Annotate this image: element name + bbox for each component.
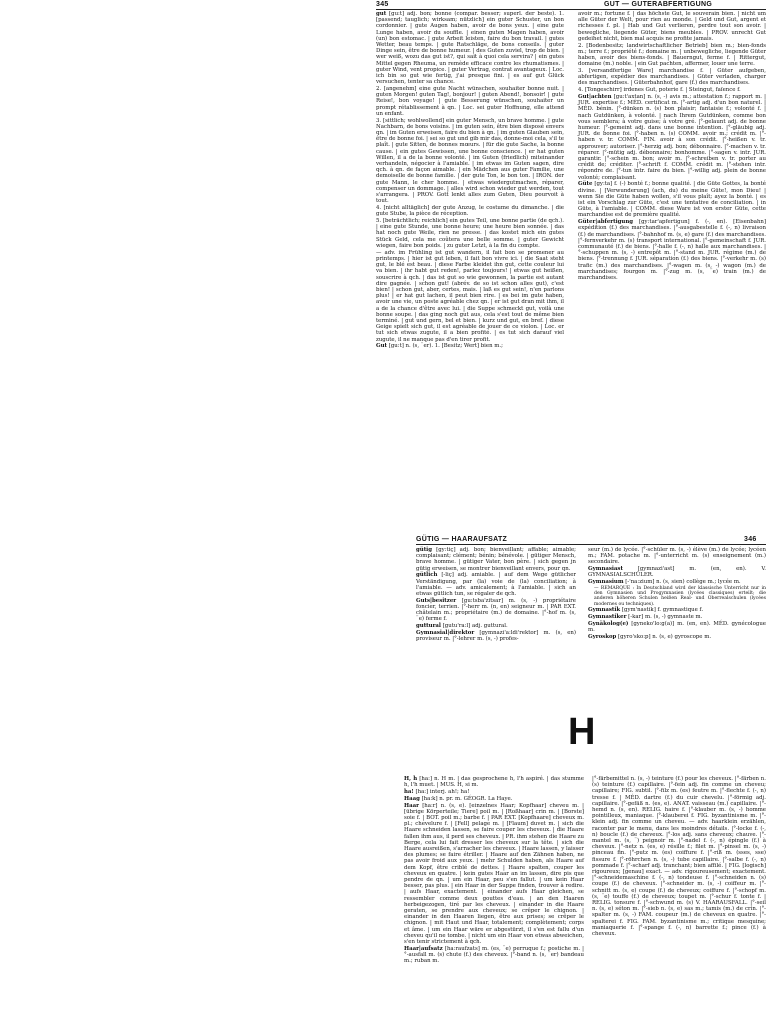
entry-text: |°-färbemittel n. (s, -) teinture (f.) pour les cheveux. |°-färben n. (s) teinture (f.) capillaire. |°-fein adj. fin comme un cheveu; capillaire; FIG. subtil. |°-filz m. (es) feutre m. |°-flechte f. (-, n) tresse f. | MÉD. dartre (f.) du cuir chevelu. |°-förmig adj. capillaire. |°-gefäß n. (es, e). ANAT. vaisseau (m.) capillaire. |°-hemd n. (s, en). RELIG. haire f. |°-klauber m. (s, -) homme pointilleux, maniaque. |°-klauberei f. FIG. byzantinisme m. |°-klein adj. fin comme un cheveu. — adv. haarklein erzählen, raconter par le menu, dans les moindres détails. |°-locke f. (-, n) boucle (f.) de cheveux. |°-los adj. sans cheveux; chauve. |°-mantel m. (s, ¨) peignoir m. |°-nadel f. (-, n) épingle (f.) à cheveux. |°-netz n. (es, e) résille f.; filet m. |°-pinsel m. (s, -) pinceau fin. |°-putz m. (es) coiffure f. |°-riß m. (sses, sse) fissure f. |°-röhrchen n. (s, -) tube capillaire. |°-salbe f. (-, n) pommade f. |°-scharf adj. tranchant; bien affilé. | FIG. [logisch] rigoureux; [genau] exact. — adv. rigoureusement; exactement. |°-schneidemaschine f. (-, n) tondeuse f. |°-schneiden n. (s) coupe (f.) de cheveux. |°-schneider m. (s, -) coiffeur m. |°-schnitt m. (s, e) coupe (f.) de cheveux; coiffure f. |°-schopf m. (s, ¨e) touffe (f.) de cheveux; toupet m. |°-schur f. tonte f. | RELIG. tonsure f. |°-schwund m. (s) V. HAARAUSFALL. |°-seil n. (s, e) séton m. |°-sieb n. (s, e) sas m.; tamis (m.) de crin. |°-spalter m. (s, -) FAM. coupeur (m.) de cheveux en quatre. |°-spalterei f. FIG. FAM. byzantinisme m.; critique mesquine; maniaquerie f. |°-spange f. (-, n) barrette f.; pince (f.) à cheveux.: [592, 776, 766, 938]
entry-text: [ha:] n. H m. | das gesprochene h, l'h aspiré. | das stumme h, l'h muet. | MUS. H, si m.: [404, 776, 584, 789]
dictionary-entry: [416, 572, 576, 597]
dictionary-entry: [578, 94, 766, 181]
entry-headword: Haar: [404, 802, 419, 809]
dictionary-entry: [376, 11, 564, 85]
entry-text: [gyro'sko:p] n. (s, e) gyroscope m.: [618, 634, 712, 640]
entry-headword: Gymnasial|direktor: [416, 630, 475, 637]
dictionary-entry: [376, 343, 564, 349]
dictionary-entry: [588, 566, 766, 578]
entry-text: [ha:raufzats] m. (es, ¨e) perruque f.; postiche m. |°-ausfall m. (s) chute (f.) des cheveux. |°-band n. (s, ¨er) bandeau m.; ruban m.: [404, 945, 584, 965]
dictionary-entry: [416, 630, 576, 642]
dictionary-entry: [416, 547, 576, 572]
dictionary-entry: [404, 796, 584, 802]
dictionary-entry: [404, 776, 584, 788]
entry-text: [gymnazi'a:ldi'rektor] m. (s, en) proviseur m. |°-lehrer m. (s, -) profes-: [416, 630, 576, 643]
letter-heading-h: H: [568, 711, 596, 753]
entry-headword: Haar|aufsatz: [404, 945, 443, 952]
entry-headword: Haag: [404, 795, 420, 802]
dictionary-entry: [578, 68, 766, 87]
entry-text: [ha:r] n. (s, e). [einzelnes Haar; Kopfhaar] cheveu m. | [übrige Körperteile; Tiere] poil m. | [Roßhaar] crin m. | [Borste] soie f. | BOT. poil m.; barbe f. | PAR EXT. [Kopfhaare] cheveux m. pl.; chevelure f. | [Fell] pelage m. | [Flaum] duvet m. | sich die Haare schneiden lassen, se faire couper les cheveux. | die Haare fallen ihm aus, il perd ses cheveux. | PR. ihm stehen die Haare zu Berge, cela lui fait dresser les cheveux sur la tête. | sich die Haare ausreißen, s'arracher les cheveux. | Haare lassen, y laisser des plumes; se faire étriller. | Haare auf den Zähnen haben, ne pas avoir froid aux yeux. | mehr Schulden haben, als Haare auf dem Kopf, être criblé de dettes. | Haare spalten, couper les cheveux en quatre. | kein gutes Haar an im lassen, dire pis que pendre de qn. | um ein Haar, peu s'en fallut. | um kein Haar besser, pas plus. | ein Haar in der Suppe finden, trouver à redire. | aufs Haar, exactement. | einander aufs Haar gleichen, se ressembler comme deux gouttes d'eau. | an den Haaren herbeigezogen, tiré par les cheveux. | einander in die Haare geraten, se prendre aux cheveux; se crêper le chignon. | einander in den Haaren liegen, être aux prises; se crêper le chignon. | mit Haut und Haar, totalement; complètement; corps et âme. | um ein Haar wäre er abgestürzt, il s'en est fallu d'un cheveu qu'il ne tombe. | nicht um ein Haar von etwas abweichen, s'en tenir strictement à qch.: [404, 802, 584, 946]
section2-left-column: [416, 547, 577, 643]
entry-text: 4. [Tongeschirr] irdenes Gut, poterie f. | Steingut, faïence f.: [578, 87, 741, 94]
entry-text: [gu:t] n. (s, ¨er). 1. [Besitz; Wert] bien m.;: [388, 343, 503, 350]
section1-right-column: [578, 11, 766, 523]
dictionary-entry: [578, 219, 766, 281]
dictionary-entry: [416, 598, 576, 623]
entry-text: 3. [versandfertige Ware] marchandise f. | Güter aufgeben, abfertigen, expédier des marchandises. | Güter verladen, charger des marchandises. | Güterbahnhof, gare (f.) des marchandises.: [578, 68, 766, 87]
entry-headword: Gut: [376, 343, 388, 350]
dictionary-entry: [376, 205, 564, 217]
entry-text: 5. [beträchtlich; reichlich] ein gutes Teil, une bonne partie (de qch.). | eine gute Stunde, une bonne heure; une heure bien sonnée. | das hat noch gute Weile, rien ne presse. | das kostet mich ein gutes Stück Geld, cela me coûtera une belle somme. | guter Gewicht wiegen, faire bon poids. | zu guter Letzt, à la fin du compte.: [376, 218, 564, 249]
entry-text: [gy:tar'apfertigun] f. (-, en). [Eisenbahn] expédition (f.) des marchandises. |°-ausgabestelle f. (-, n) livraison (f.) de marchandises. |°-bahnhof m. (s, e) gare (f.) des marchandises. |°-fernverkehr m. (s) transport international. |°-gemeinschaft f. JUR. communauté (f.) de biens. |°-halle f. (-, n) halle aux marchandises. |°-schuppen m. (s, -) entrepôt m. |°-stand m. JUR. régime (m.) de biens. |°-trennung f. JUR. séparation (f.) des biens. |°-verkehr m. (s) trafic (m.) des marchandises. |°-wagen m. (s, -) wagon (m.) de marchandises; fourgon m. |°-zug m. (s, ¨e) train (m.) de marchandises.: [578, 219, 767, 282]
entry-text: [gu:t'axtan] n. (s, -) avis m.; attestation f.; rapport m. | JUR. expertise f.; MÉD. certificat m. |°-artig adj. d'un bon naturel. | MÉD. bénin. |°-dünken n. (s) bon plaisir; fantaisie f.; volonté f. | nach Gutdünken, à volonté. | nach Ihrem Gutdünken, comme bon vous semblera; à votre guise; à votre gré. |°-gelaunt adj. de bonne humeur. |°-gemeint adj. dans une bonne intention. |°-gläubig adj. JUR. de bonne foi. |°-haben n. (s) COMM. avoir m.; crédit m. |°-haben v. tr. COMM. FIN. avoir à son crédit. |°-heißen v. tr. approuver; autoriser. |°-herzig adj. bon; débonnaire. |°-machen v. tr. réparer. |°-mütig adj. débonnaire; bonhomme. |°-sagen v. intr. JUR. garantir. |°-schein m. bon; avoir m. |°-schreiben v. tr. porter au crédit de; créditer. |°-schrift f. COMM. crédit m. |°-stehen intr. répondre de. |°-tun intr. faire du bien. |°-willig adj. plein de bonne volonté; complaisant.: [578, 94, 766, 181]
dictionary-entry: [588, 547, 766, 566]
dictionary-entry: [588, 579, 766, 585]
entry-headword: Gymnasium: [588, 579, 624, 586]
dictionary-entry: [588, 614, 766, 620]
entry-text: [gymnazi'ast] m. (en, en). V. GYMNASIALSCHÜLER.: [588, 566, 766, 579]
dictionary-entry: [578, 11, 766, 42]
entry-text: [gym'nastik] f. gymnastique f.: [621, 607, 704, 614]
entry-headword: Gymnastiker: [588, 614, 627, 621]
dictionary-entry: [404, 789, 584, 795]
entry-headword: Gymnastik: [588, 607, 621, 614]
dictionary-entry: [578, 181, 766, 218]
entry-text: [-kar] m. (s, -) gymnaste m.: [628, 614, 703, 621]
dictionary-entry: [588, 607, 766, 613]
dictionary-entry: [416, 623, 576, 629]
entry-headword: gut: [376, 11, 387, 17]
entry-headword: H, h: [404, 776, 418, 782]
entry-text: [ha:k] n. pr. m. GÉOGR. La Haye.: [421, 795, 513, 802]
page-number-top: 345: [376, 1, 389, 8]
dictionary-entry: [588, 621, 766, 633]
dictionary-entry: [588, 634, 766, 640]
entry-text: [ha:] interj. ah!; ha!: [415, 789, 470, 795]
entry-text: 4. [nicht alltäglich] der gute Anzug, le costume du dimanche. | die gute Stube, la pièce de réception.: [376, 205, 564, 218]
entry-text: [-liç] adj. amiable. | auf dem Wege gütlicher Verständigung, par (la) voie de (la) conciliation; à l'amiable. — adv. amicalement; à l'amiable. | sich an etwas gütlich tun, se régaler de qch.: [416, 572, 577, 598]
entry-text: 2. [Bodenbesitz; landwirtschaftlicher Betrieb] bien m.; bien-fonds m.; terre f.; propriété f.; domaine m. | unbewegliche, liegende Güter haben, avoir des biens-fonds. | Bauerngut, ferme f. | Rittergut, domaine (m.) noble. | ein Gut pachten, affermer, louer une terre.: [578, 42, 766, 68]
entry-headword: ha!: [404, 789, 414, 795]
dictionary-entry: [592, 776, 766, 937]
header-rule-top: [376, 9, 766, 10]
entry-text: 3. [sittlich; wohlwollend] ein guter Mensch, un brave homme. | gute Nachbarn, de bons voisins. | im guten sein, être bien disposé envers qn. | im Guten erweisen, faire du bien à qn. | im guten Glauben sein, être de bonne foi. | sei so gut und gib mir das, donne-moi cela, s'il te plaît. | gute Sitten, de bonnes mœurs. | für die gute Sache, la bonne cause. | ein gutes Gewissen, une bonne conscience. | er hat guten Willen, il a de la bonne volonté. | im Guten (friedlich) miteinander verhandeln, négocier à l'amiable. | im etwas im Guten sagen, dire qch. à qn. de façon aimable. | ein Mädchen aus guter Familie, une demoiselle de bonne famille. | der gute Ton, le bon ton. | IRON. der gute Mann, le cher homme. | etwas wiedergutmachen, réparer, compenser un dommage. | alles wird schon wieder gut werden, tout s'arrangera. | PROV. Gott lenkt alles zum Guten, Dieu pourvoit à tout.: [376, 117, 564, 205]
dictionary-entry: [404, 803, 584, 946]
entry-headword: Gut|achten: [578, 94, 612, 101]
entry-text: [gu:t] adj. bon; bonne (compar. besser; superl. der beste). 1. [passend; tauglich; wirksam; nützlich] ein guter Schuster, un bon cordonnier. | gute Augen haben, avoir de bons yeux. | eine gute Lunge haben, avoir du souffle. | einen guten Magen haben, avoir (un) bon estomac. | gute Arbeit leisten, faire du bon travail. | gutes Wetter, beau temps. | gute Ratschläge, de bons conseils. | guter Dinge sein, être de bonne humeur. | des Guten zuviel, trop de bien. | wer weiß, wozu das gut ist?, qui sait à quoi cela servira? | ein gutes Mittel gegen Rheuma, un remède efficace contre les rhumatismes. | guter Wind, vent propice. | guter Vertrag, contrat avantageux. | Loc. ich bin so gut wie fertig, j'ai presque fini. | es auf gut Glück versuchen, tenter sa chance.: [376, 11, 564, 86]
running-header-middle: GÜTIG — HAARAUFSATZ: [416, 536, 508, 543]
dictionary-entry: [376, 86, 564, 117]
section2-right-column: [588, 547, 766, 697]
entry-text: [gyneko'lo:g(a)] m. (en, en). MÉD. gynécologue m.: [588, 621, 766, 634]
entry-headword: Gynäkolog(e): [588, 621, 629, 627]
entry-text: [gy:ta] f. (-) bonté f.; bonne qualité. | die Güte Gottes, la bonté divine. | [Verwunderung] (ach, du) du meine Güte!, mon Dieu! | wenn Sie die Güte haben wollen, s'il vous plaît; ayez la bonté. | es ist ein Vorschlag zur Güte, c'est une tentative de conciliation. | in Güte, à l'amiable. | COMM. diese Ware ist von erster Güte, cette marchandise est de première qualité.: [578, 181, 766, 219]
entry-headword: Gymnasiast: [588, 566, 623, 573]
dictionary-entry: [376, 250, 564, 343]
entry-text: seur (m.) de lycée. |°-schüler m. (s, -) élève (m.) de lycée; lycéen m.; FAM. potache m. |°-unterricht m. (s) enseignement (m.) secondaire.: [588, 547, 766, 566]
entry-text: [gy:tiç] adj. bon; bienveillant; affable; aimable; complaisant; clément; bénin; bénévole. | gütiger Mensch, brave homme. | gütiger Vater, bon père. | sich gegen jn gütig erweisen, se montrer bienveillant envers, pour qn.: [416, 547, 576, 572]
entry-text: [-'na:zium] n. (s, sien) collège m.; lycée m.: [625, 579, 741, 586]
dictionary-entry: [578, 43, 766, 68]
running-header-top: GUT — GUTERABFERTIGUNG: [604, 1, 713, 8]
dictionary-entry: [404, 946, 584, 965]
section3-right-column: [592, 776, 766, 1024]
dictionary-entry: [376, 118, 564, 205]
entry-text: — REMARQUE : In Deutschland wird der klassische Unterricht nur in den Gymnasien und Progymnasien (lycées classiques) erteilt; die anderen höheren Schulen heißen Real- und Oberrealschulen (lycées modernes ou techniques).: [594, 586, 766, 607]
entry-text: 2. [angenehm] eine gute Nacht wünschen, souhaiter bonne nuit. | guten Morgen! guten Tag!, bonjour! | guten Abend!, bonsoir! | gute Reise!, bon voyage! | gute Besserung wünschen, souhaiter un prompt rétablissement à qn. | Loc. sei guter Hoffnung, elle attend un enfant.: [376, 86, 564, 117]
entry-headword: Gyroskop: [588, 634, 617, 640]
entry-text: avoir m.; fortune f. | das höchste Gut, le souverain bien. | nicht um alle Güter der Welt, pour rien au monde. | Geld und Gut, argent et richesses f. pl. | Hab und Gut verlieren, perdre tout son avoir. | bewegliche, liegende Güter, biens meubles. | PROV. unrecht Gut gedeihet nicht, bien mal acquis ne profite jamais.: [578, 11, 766, 42]
entry-headword: Güte: [578, 181, 593, 188]
entry-headword: gütig: [416, 547, 432, 553]
entry-headword: Güter|abfertigung: [578, 219, 634, 226]
dictionary-entry: [376, 218, 564, 249]
entry-text: [gu:tsba'zitsar] m. (s, -) propriétaire foncier, terrien. |°-herr m. (n, en) seigneur m. | PAR EXT. châtelain m.; propriétaire (m.) de domaine. |°-hof m. (s, ¨e) ferme f.: [416, 597, 577, 623]
dictionary-entry: [594, 586, 766, 607]
dictionary-entry: [578, 87, 766, 93]
entry-text: — adv. im Frühling ist gut wandern, il fait bon se promener au printemps. | hier ist gut leben, il fait bon vivre ici. | die Saat steht gut, le blé est beau. | diese Farbe kleidet ihn gut, cette couleur lui va bien. | ihr habt gut reden!, parlez toujours! | etwas gut heißen, souscrire à qch. | das ist gut so wie gewonnen, la partie est autant dire gagnée. | schon gut! (abrév. de so ist schon alles gut), c'est bien! | schon gut, aber, certes, mais. | laß es gut sein!, n'en parlons plus! | er hat gut lachen, il peut bien rire. | es bei im gute haben, avoir une vie, un poste agréable chez qn. | er ist gut dran mit ihm, il a de la chance d'être avec lui. | die Suppe schmeckt gut, voilà une bonne soupe. | das ging noch gut aus, cela s'est tout de même bien terminé. | gut und gern, bel et bien. | kurz und gut, en bref. | diese Geige spielt sich gut, il est agréable de jouer de ce violon. | Loc. er tut sich etwas zugute, il a bien profité. | es tut sich darauf viel zugute, il ne manque pas d'en tirer profit.: [376, 249, 564, 343]
section3-left-column: [404, 776, 584, 1024]
entry-text: [gutu'ra:l] adj. guttural.: [442, 623, 508, 630]
entry-headword: gütlich: [416, 572, 438, 579]
section1-left-column: [376, 11, 564, 523]
entry-headword: guttural: [416, 623, 441, 630]
header-rule-middle: [416, 544, 766, 545]
page-number-middle: 346: [744, 536, 757, 543]
entry-headword: Guts|besitzer: [416, 597, 457, 604]
